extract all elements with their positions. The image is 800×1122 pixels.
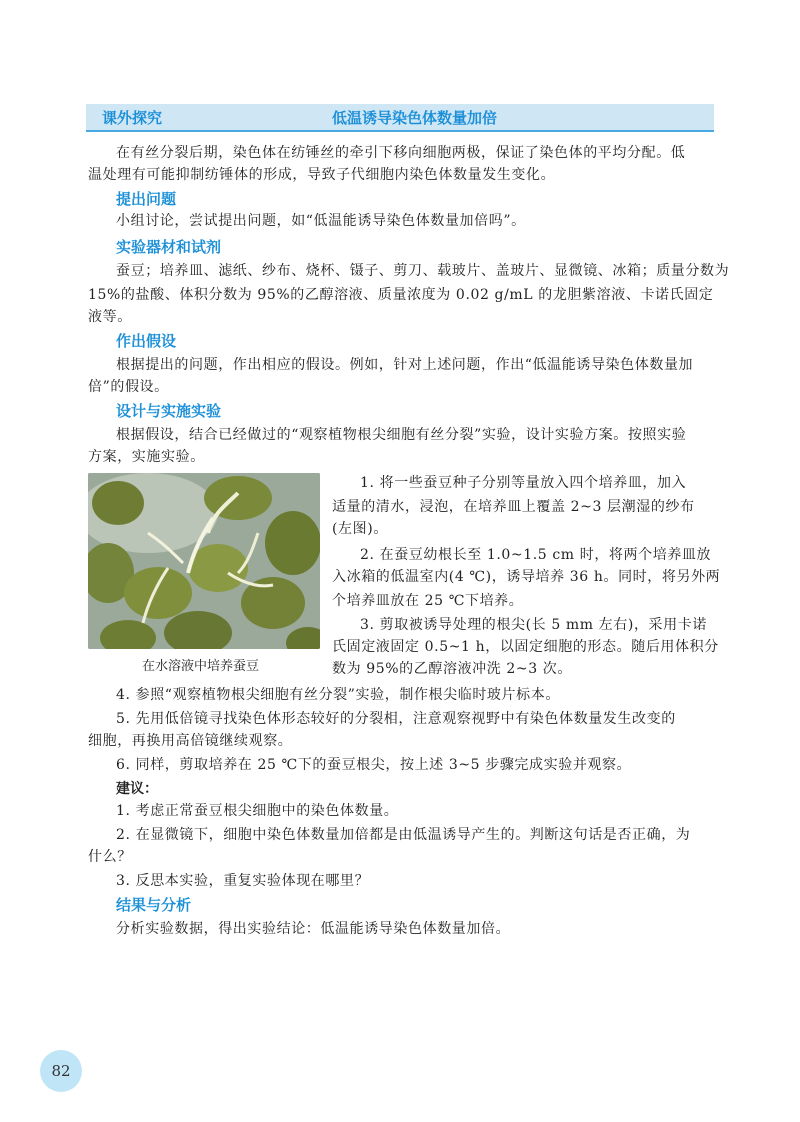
broad-bean-photo: [88, 473, 320, 649]
step-3-line-1: 3. 剪取被诱导处理的根尖(长 5 mm 左右)，采用卡诺: [360, 617, 707, 633]
step-1-line-1: 1. 将一些蚕豆种子分别等量放入四个培养皿，加入: [360, 475, 687, 491]
results-line-1: 分析实验数据，得出实验结论：低温能诱导染色体数量加倍。: [116, 921, 511, 937]
step-3-line-3: 数为 95%的乙醇溶液冲洗 2~3 次。: [332, 661, 573, 677]
heading-hypothesis: 作出假设: [116, 332, 177, 350]
hypothesis-line-1: 根据提出的问题，作出相应的假设。例如，针对上述问题，作出“低温能诱导染色体数量加: [116, 357, 694, 373]
materials-line-3: 液等。: [88, 309, 132, 325]
suggestion-line-2: 2. 在显微镜下，细胞中染色体数量加倍都是由低温诱导产生的。判断这句话是否正确，为: [116, 827, 691, 843]
header-bar: [86, 104, 714, 132]
design-line-2: 方案，实施实验。: [88, 449, 205, 465]
step-2-line-1: 2. 在蚕豆幼根长至 1.0~1.5 cm 时，将两个培养皿放: [360, 547, 712, 563]
page-title: 低温诱导染色体数量加倍: [332, 109, 498, 127]
step-2-line-3: 个培养皿放在 25 ℃下培养。: [332, 593, 524, 609]
step-3-line-2: 氏固定液固定 0.5~1 h，以固定细胞的形态。随后用体积分: [332, 639, 719, 655]
hypothesis-line-2: 倍”的假设。: [88, 379, 169, 395]
heading-question: 提出问题: [116, 190, 177, 208]
suggestion-line-3: 什么？: [88, 849, 132, 865]
heading-design: 设计与实施实验: [116, 402, 222, 420]
design-line-1: 根据假设，结合已经做过的“观察植物根尖细胞有丝分裂”实验，设计实验方案。按照实验: [116, 427, 687, 443]
step-2-line-2: 入冰箱的低温室内(4 ℃)，诱导培养 36 h。同时，将另外两: [332, 569, 721, 585]
photo-caption: 在水溶液中培养蚕豆: [142, 659, 260, 674]
suggestion-line-4: 3. 反思本实验，重复实验体现在哪里？: [116, 873, 370, 889]
suggestion-line-1: 1. 考虑正常蚕豆根尖细胞中的染色体数量。: [116, 803, 399, 819]
heading-suggestions: 建议：: [116, 781, 158, 797]
heading-materials: 实验器材和试剂: [116, 238, 222, 256]
step-5-line-2: 细胞，再换用高倍镜继续观察。: [88, 733, 293, 749]
step-5-line-1: 5. 先用低倍镜寻找染色体形态较好的分裂相，注意观察视野中有染色体数量发生改变的: [116, 711, 676, 727]
step-4-line: 4. 参照“观察植物根尖细胞有丝分裂”实验，制作根尖临时玻片标本。: [116, 687, 560, 703]
materials-line-1: 蚕豆；培养皿、滤纸、纱布、烧杯、镊子、剪刀、载玻片、盖玻片、显微镜、冰箱；质量分数为: [116, 263, 730, 279]
page-number-badge: [40, 1050, 82, 1092]
step-6-line: 6. 同样，剪取培养在 25 ℃下的蚕豆根尖，按上述 3~5 步骤完成实验并观察。: [116, 757, 632, 773]
heading-results: 结果与分析: [116, 896, 192, 914]
intro-line-2: 温处理有可能抑制纺锤体的形成，导致子代细胞内染色体数量发生变化。: [88, 167, 556, 183]
materials-line-2: 15%的盐酸、体积分数为 95%的乙醇溶液、质量浓度为 0.02 g/mL 的龙胆紫溶液、卡诺氏固定: [88, 287, 714, 303]
intro-line-1: 在有丝分裂后期，染色体在纺锤丝的牵引下移向细胞两极，保证了染色体的平均分配。低: [116, 145, 686, 161]
step-1-line-3: (左图)。: [332, 521, 388, 537]
question-line-1: 小组讨论，尝试提出问题，如“低温能诱导染色体数量加倍吗”。: [116, 213, 526, 229]
page-number: 82: [51, 1062, 71, 1080]
section-label: 课外探究: [102, 109, 163, 127]
step-1-line-2: 适量的清水，浸泡，在培养皿上覆盖 2~3 层潮湿的纱布: [332, 499, 695, 515]
